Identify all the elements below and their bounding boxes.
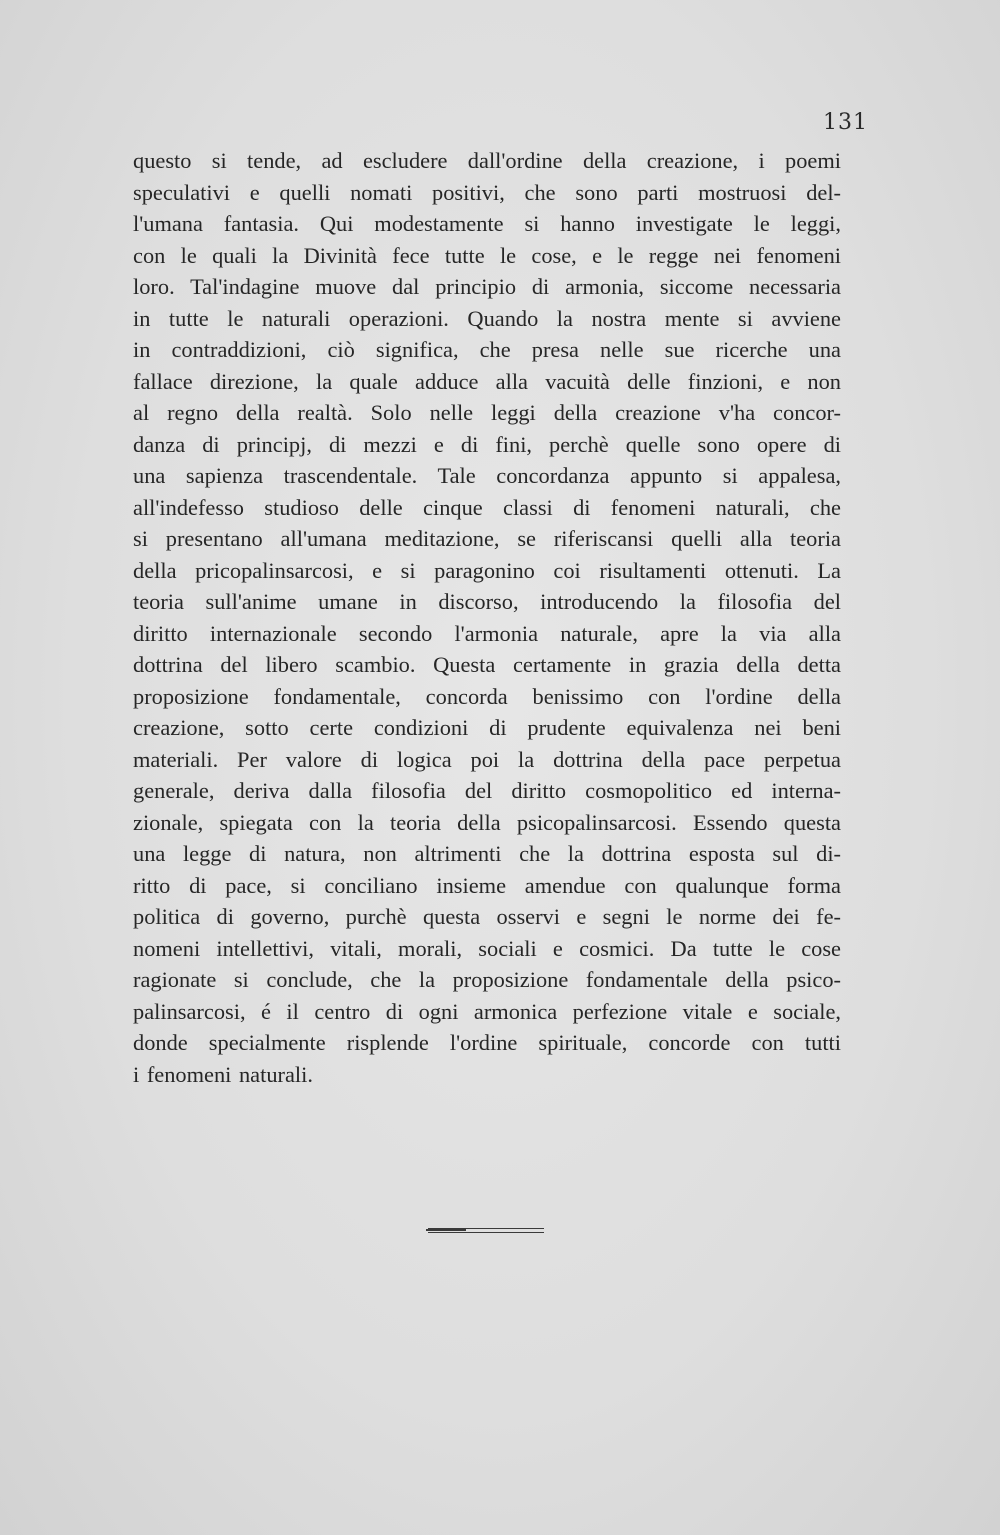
end-rule-divider: [428, 1228, 544, 1233]
text-line: donde specialmente risplende l'ordine spirituale, concorde con tutti: [133, 1030, 841, 1055]
text-line: zionale, spiegata con la teoria della psicopalinsarcosi. Essendo questa: [133, 809, 841, 835]
text-line: in contraddizioni, ciò significa, che presa nelle sue ricerche una: [133, 337, 841, 362]
text-line: nomeni intellettivi, vitali, morali, sociali e cosmici. Da tutte le cose: [133, 935, 841, 961]
text-line: generale, deriva dalla filosofia del diritto cosmopolitico ed interna-: [133, 778, 841, 803]
text-line: materiali. Per valore di logica poi la dottrina della pace perpetua: [133, 746, 841, 772]
text-line: palinsarcosi, é il centro di ogni armonica perfezione vitale e sociale,: [133, 998, 841, 1024]
text-line: si presentano all'umana meditazione, se riferiscansi quelli alla teoria: [133, 526, 841, 551]
text-line: teoria sull'anime umane in discorso, introducendo la filosofia del: [133, 589, 841, 614]
text-line: loro. Tal'indagine muove dal principio di armonia, siccome necessaria: [133, 274, 841, 299]
text-line: una sapienza trascendentale. Tale concordanza appunto si appalesa,: [133, 463, 841, 488]
text-line: speculativi e quelli nomati positivi, che sono parti mostruosi del-: [133, 179, 841, 205]
text-line: ragionate si conclude, che la proposizione fondamentale della psico-: [133, 967, 841, 992]
text-line: fallace direzione, la quale adduce alla vacuità delle finzioni, e non: [133, 368, 841, 394]
text-line: proposizione fondamentale, concorda benissimo con l'ordine della: [133, 683, 841, 709]
text-line: ritto di pace, si conciliano insieme amendue con qualunque forma: [133, 872, 841, 898]
text-line: all'indefesso studioso delle cinque classi di fenomeni naturali, che: [133, 494, 841, 520]
text-line: politica di governo, purchè questa osservi e segni le norme dei fe-: [133, 904, 841, 929]
text-line: questo si tende, ad escludere dall'ordine della creazione, i poemi: [133, 148, 841, 173]
text-line: della pricopalinsarcosi, e si paragonino coi risultamenti ottenuti. La: [133, 557, 841, 583]
text-line: l'umana fantasia. Qui modestamente si hanno investigate le leggi,: [133, 211, 841, 236]
page-number: 131: [823, 110, 868, 135]
text-line: creazione, sotto certe condizioni di prudente equivalenza nei beni: [133, 715, 841, 740]
text-line: diritto internazionale secondo l'armonia naturale, apre la via alla: [133, 620, 841, 646]
text-line: in tutte le naturali operazioni. Quando la nostra mente si avviene: [133, 305, 841, 331]
text-line: con le quali la Divinità fece tutte le cose, e le regge nei fenomeni: [133, 242, 841, 268]
text-line: al regno della realtà. Solo nelle leggi della creazione v'ha concor-: [133, 400, 841, 425]
text-line: i fenomeni naturali.: [133, 1061, 313, 1087]
text-line: dottrina del libero scambio. Questa certamente in grazia della detta: [133, 652, 841, 677]
body-text: [133, 145, 841, 1090]
text-line: danza di principj, di mezzi e di fini, perchè quelle sono opere di: [133, 431, 841, 457]
text-line: una legge di natura, non altrimenti che la dottrina esposta sul di-: [133, 841, 841, 866]
